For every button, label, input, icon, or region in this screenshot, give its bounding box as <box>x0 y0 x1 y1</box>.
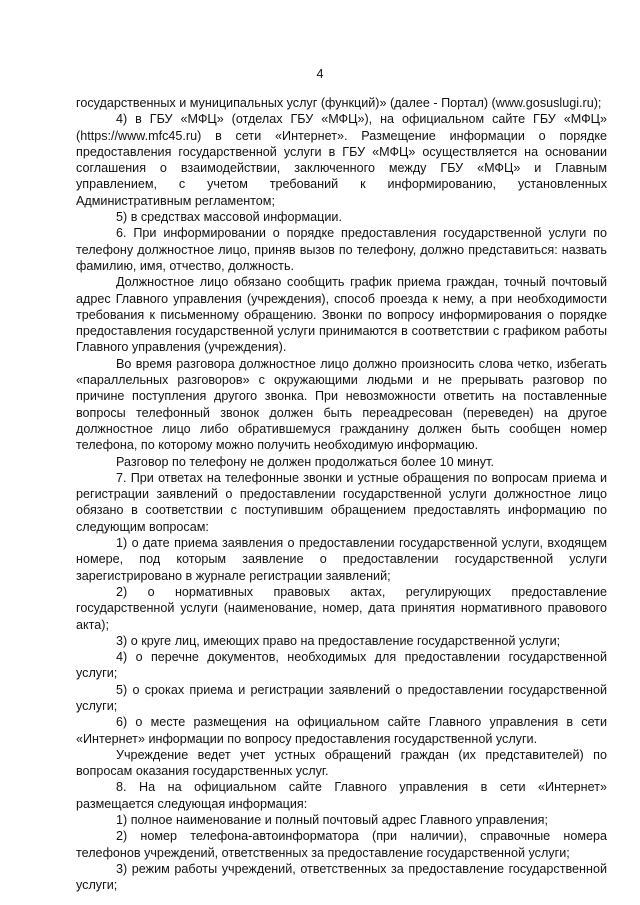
paragraph: 4) в ГБУ «МФЦ» (отделах ГБУ «МФЦ»), на официальном сайте ГБУ «МФЦ» (https://www.mfc45.ru) в сети «Интернет». Размещение информации о порядке предоставления государственной услуги в ГБУ «МФЦ» осуществляется на основании соглашения о взаимодействии, заключенного между ГБУ «МФЦ» и Главным управлением, с учетом требований к информированию, установленных Административным регламентом; <box>76 112 607 208</box>
paragraph: 3) режим работы учреждений, ответственных за предоставление государственной услуги; <box>76 861 607 893</box>
paragraph: 7. При ответах на телефонные звонки и устные обращения по вопросам приема и регистрации заявлений о предоставлении государственной услуги должностное лицо обязано в соответствии с поступившим обращением предоставлять информацию по следующим вопросам: <box>76 470 607 534</box>
paragraph: государственных и муниципальных услуг (функций)» (далее - Портал) (www.gosuslugi.ru); <box>76 96 602 110</box>
paragraph: Во время разговора должностное лицо должно произносить слова четко, избегать «параллельных разговоров» с окружающими людьми и не прерывать разговор по причине поступления другого звонка. При невозможности ответить на поставленные вопросы телефонный звонок должен быть переадресован (переведен) на другое должностное лицо либо обратившемуся гражданину должен быть сообщен номер телефона, по которому можно получить необходимую информацию. <box>76 356 607 453</box>
paragraph: 1) полное наименование и полный почтовый адрес Главного управления; <box>116 813 548 828</box>
document-body <box>76 95 607 894</box>
page-number: 4 <box>316 67 324 81</box>
paragraph: 4) о перечне документов, необходимых для предоставлении государственной услуги; <box>76 650 607 681</box>
paragraph: Должностное лицо обязано сообщить график приема граждан, точный почтовый адрес Главного управления (учреждения), способ проезда к нему, а при необходимости требования к письменному обращению. Звонки по вопросу информирования о порядке предоставления государственной услуги принимаются в соответствии с графиком работы Главного управления (учреждения). <box>76 275 607 355</box>
paragraph: 1) о дате приема заявления о предоставлении государственной услуги, входящем номере, под которым заявление о предоставлении государственной услуги зарегистрировано в журнале регистрации заявлений; <box>76 536 607 583</box>
paragraph: 6. При информировании о порядке предоставления государственной услуги по телефону должностное лицо, приняв вызов по телефону, должно представиться: назвать фамилию, имя, отчество, должность. <box>76 226 607 273</box>
paragraph: 3) о круге лиц, имеющих право на предоставление государственной услуги; <box>116 633 561 648</box>
paragraph: 8. На на официальном сайте Главного управления в сети «Интернет» размещается следующая информация: <box>76 780 607 811</box>
paragraph: Учреждение ведет учет устных обращений граждан (их представителей) по вопросам оказания государственных услуг. <box>76 747 607 779</box>
paragraph: 6) о месте размещения на официальном сайте Главного управления в сети «Интернет» информации по вопросу предоставления государственной услуги. <box>76 715 607 746</box>
paragraph: 2) номер телефона-автоинформатора (при наличии), справочные номера телефонов учреждений, ответственных за предоставление государственной услуги; <box>76 829 607 860</box>
paragraph: 2) о нормативных правовых актах, регулирующих предоставление государственной услуги (наименование, номер, дата принятия нормативного правового акта); <box>76 584 607 632</box>
paragraph: 5) в средствах массовой информации. <box>116 210 342 225</box>
paragraph: Разговор по телефону не должен продолжаться более 10 минут. <box>116 454 494 469</box>
paragraph: 5) о сроках приема и регистрации заявлений о предоставлении государственной услуги; <box>76 682 607 713</box>
